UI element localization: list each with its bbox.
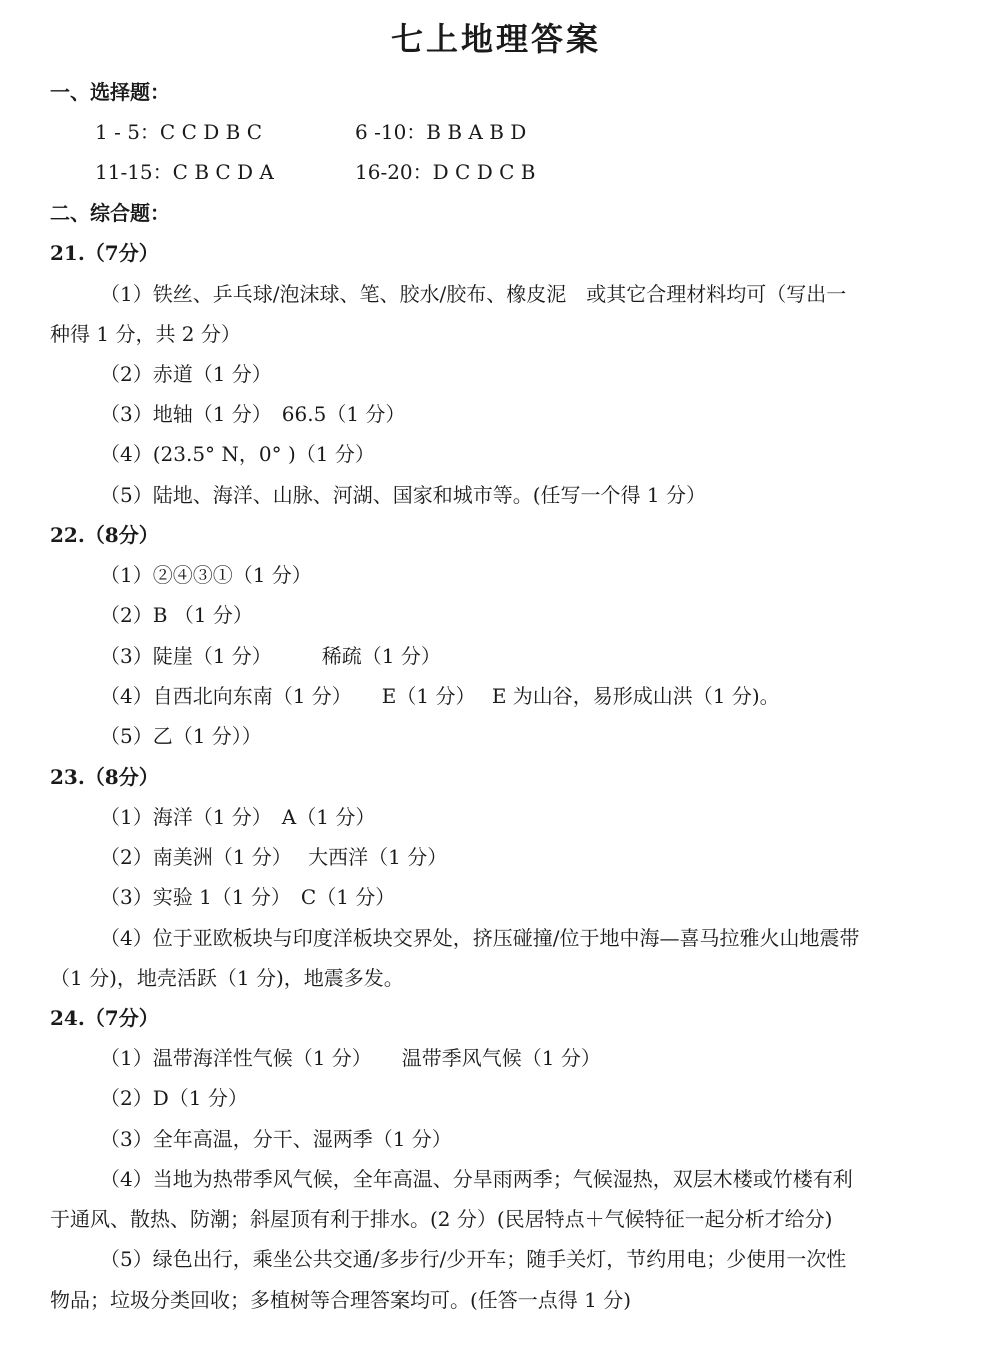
mcq-answers-11-15: 11-15：C B C D A — [95, 160, 274, 184]
q22-heading: 22.（8分） — [50, 523, 159, 547]
q24-part5-line1: （5）绿色出行，乘坐公共交通/多步行/少开车；随手关灯，节约用电；少使用一次性 — [100, 1247, 847, 1271]
mcq-row-2 — [95, 158, 535, 186]
q22-part5: （5）乙（1 分）） — [100, 724, 262, 748]
q21-part5: （5）陆地、海洋、山脉、河湖、国家和城市等。(任写一个得 1 分） — [100, 483, 706, 507]
section1-heading: 一、选择题： — [50, 80, 170, 104]
q21-part4: （4）(23.5° N，0° )（1 分） — [100, 442, 375, 466]
q21-heading: 21.（7分） — [50, 241, 159, 265]
q21-part1-line1: （1）铁丝、乒乓球/泡沫球、笔、胶水/胶布、橡皮泥 或其它合理材料均可（写出一 — [100, 282, 847, 306]
q22-part1: （1）②④③①（1 分） — [100, 563, 312, 587]
q24-part4-line2: 于通风、散热、防潮；斜屋顶有利于排水。(2 分）(民居特点＋气候特征一起分析才给分) — [50, 1207, 833, 1231]
mcq-answers-6-10: 6 -10：B B A B D — [355, 120, 527, 144]
q23-part4-line1: （4）位于亚欧板块与印度洋板块交界处，挤压碰撞/位于地中海—喜马拉雅火山地震带 — [100, 926, 860, 950]
q24-part3: （3）全年高温，分干、湿两季（1 分） — [100, 1127, 452, 1151]
page-title: 七上地理答案 — [390, 20, 601, 58]
q24-heading: 24.（7分） — [50, 1006, 159, 1030]
q23-part1: （1）海洋（1 分） A（1 分） — [100, 805, 376, 829]
q22-part2: （2）B （1 分） — [100, 603, 253, 627]
q24-part4-line1: （4）当地为热带季风气候，全年高温、分旱雨两季；气候湿热，双层木楼或竹楼有利 — [100, 1167, 853, 1191]
mcq-row-1 — [95, 118, 526, 146]
section2-heading: 二、综合题： — [50, 201, 170, 225]
q24-part2: （2）D（1 分） — [100, 1086, 248, 1110]
q23-heading: 23.（8分） — [50, 765, 159, 789]
q24-part5-line2: 物品；垃圾分类回收；多植树等合理答案均可。(任答一点得 1 分) — [50, 1288, 632, 1312]
mcq-answers-1-5: 1 - 5：C C D B C — [95, 120, 262, 144]
mcq-answers-16-20: 16-20：D C D C B — [355, 160, 536, 184]
q23-part3: （3）实验 1（1 分） C（1 分） — [100, 885, 396, 909]
q23-part4-line2: （1 分)，地壳活跃（1 分)，地震多发。 — [50, 966, 404, 990]
q21-part3: （3）地轴（1 分） 66.5（1 分） — [100, 402, 406, 426]
q24-part1: （1）温带海洋性气候（1 分） 温带季风气候（1 分） — [100, 1046, 601, 1070]
q22-part3: （3）陡崖（1 分） 稀疏（1 分） — [100, 644, 441, 668]
q23-part2: （2）南美洲（1 分） 大西洋（1 分） — [100, 845, 448, 869]
q21-part2: （2）赤道（1 分） — [100, 362, 272, 386]
q21-part1-line2: 种得 1 分，共 2 分） — [50, 322, 241, 346]
q22-part4: （4）自西北向东南（1 分） E（1 分） E 为山谷，易形成山洪（1 分)。 — [100, 684, 780, 708]
